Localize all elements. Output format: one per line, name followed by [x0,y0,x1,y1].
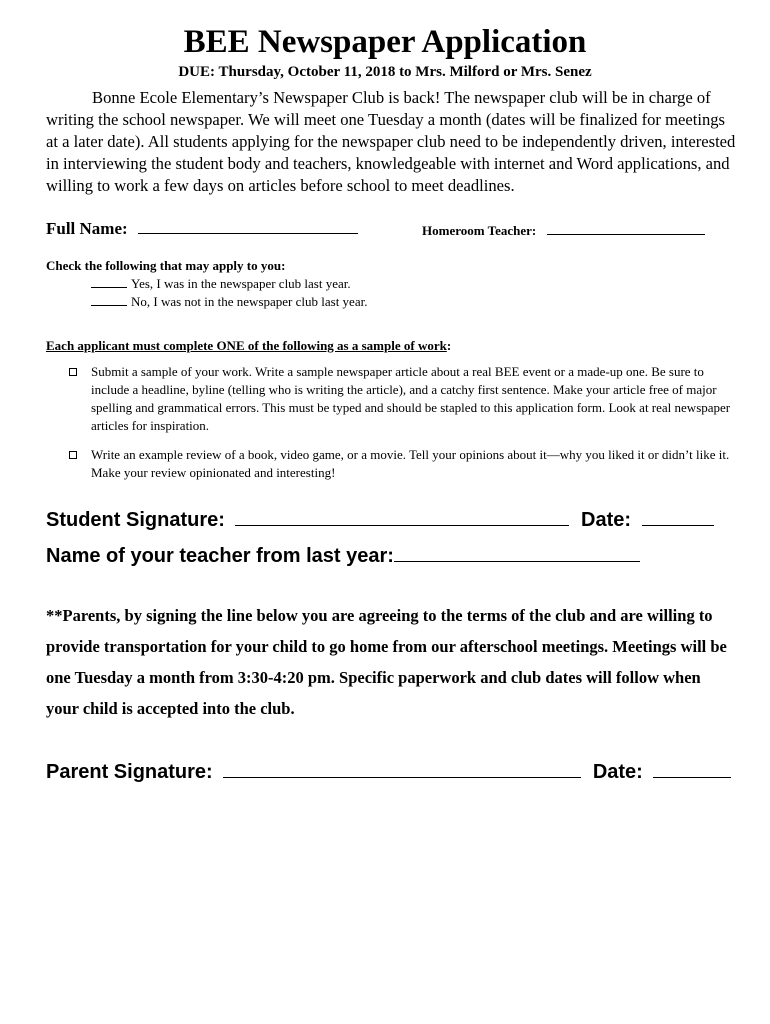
parent-date-label: Date: [592,761,643,783]
parents-notice: **Parents, by signing the line below you are agreeing to the terms of the club and are willing to provide transportation for your child to go home from our afterschool meetings. Meetings will be one Tuesday a month from 3:30-4:20 pm. Specific paperwork and club dates will follow when your child is accepted into the club. [46,606,727,718]
teacher-last-year-row[interactable] [46,545,640,568]
homeroom-teacher-line[interactable] [547,234,705,235]
full-name-label: Full Name: [46,219,128,238]
student-signature-line[interactable] [235,525,569,526]
checkbox-icon[interactable] [69,451,77,459]
checklist-blank[interactable] [91,305,127,306]
sample-heading-text: Each applicant must complete ONE of the following as a sample of work [46,338,447,353]
student-signature-row[interactable] [46,509,714,532]
teacher-last-year-line[interactable] [394,561,640,562]
checklist-heading: Check the following that may apply to you: [46,258,286,273]
parent-signature-line[interactable] [223,777,581,778]
page-title: BEE Newspaper Application [183,24,587,60]
sample-option-text: Submit a sample of your work. Write a sample newspaper article about a real BEE event or a made-up one. Be sure to include a headline, byline (telling who is writing the article), and a catchy first sentence. Make your article free of major spelling and grammatical errors. This must be typed and should be stapled to this application form. Look at real newspaper articles for inspiration. [91,364,731,433]
parent-signature-label: Parent Signature: [46,761,213,783]
checklist-blank[interactable] [91,287,127,288]
checklist-option-text: Yes, I was in the newspaper club last year. [131,276,351,291]
full-name-line[interactable] [138,233,358,234]
sample-option-text: Write an example review of a book, video game, or a movie. Tell your opinions about it—why you liked it or didn’t like it. Make your review opinionated and interesting! [91,447,730,480]
sample-heading [46,338,451,354]
checkbox-icon[interactable] [69,368,77,376]
sample-heading-colon: : [446,338,452,353]
intro-paragraph: Bonne Ecole Elementary’s Newspaper Club is back! The newspaper club will be in charge of writing the school newspaper. We will meet one Tuesday a month (dates will be finalized for meetings at a later date). All students applying for the newspaper club need to be independently driven, interested in interviewing the student body and teachers, knowledgeable with internet and Word applications, and willing to work a few days on articles before school to meet deadlines. [46,88,736,195]
student-date-line[interactable] [642,525,714,526]
student-date-label: Date: [581,509,632,531]
student-signature-label: Student Signature: [46,509,225,531]
parent-date-line[interactable] [653,777,731,778]
full-name-field[interactable] [46,219,358,239]
checklist-option-no[interactable] [91,294,367,310]
teacher-last-year-label: Name of your teacher from last year: [46,545,394,567]
due-date: DUE: Thursday, October 11, 2018 to Mrs. Milford or Mrs. Senez [178,64,592,80]
parent-signature-row[interactable] [46,761,731,784]
homeroom-teacher-field[interactable] [422,223,705,239]
homeroom-teacher-label: Homeroom Teacher: [422,223,537,238]
checklist-option-text: No, I was not in the newspaper club last year. [131,294,368,309]
checklist-option-yes[interactable] [91,276,351,292]
